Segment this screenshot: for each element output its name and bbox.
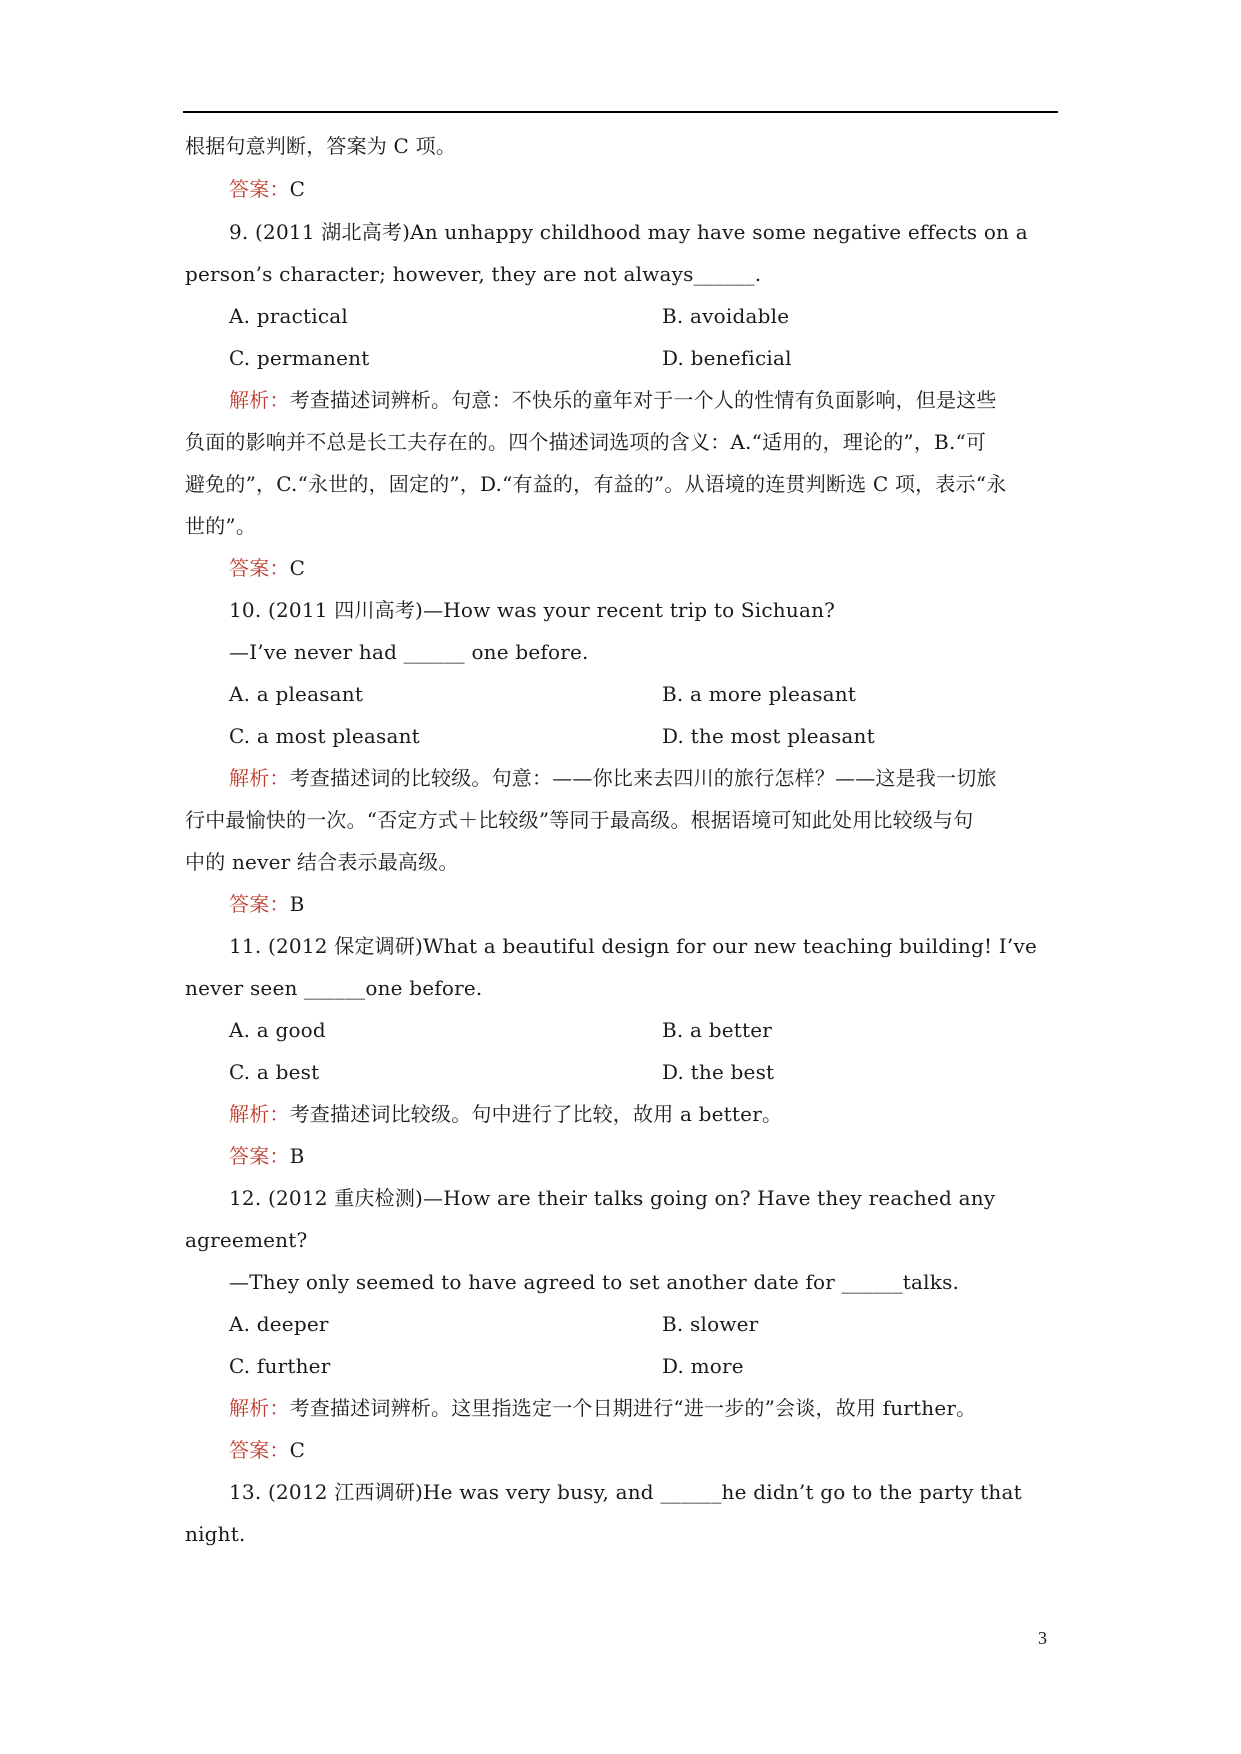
label-red: 答案： [229,177,290,201]
text-run: D. more [662,1354,744,1378]
text-line [662,304,789,328]
text-line [185,262,761,286]
text-line [229,1354,330,1378]
text-line [185,1522,246,1546]
text-run: D. the best [662,1060,775,1084]
text-run: B. slower [662,1312,759,1336]
text-run: 中的 never 结合表示最高级。 [185,850,459,874]
text-line [662,1312,758,1336]
text-run: 9. (2011 湖北高考)An unhappy childhood may have some negative effects on a [229,220,1028,244]
text-line [185,472,1006,496]
text-run: D. the most pleasant [662,724,875,748]
label-red: 解析： [229,1102,290,1126]
text-run: night. [185,1522,246,1546]
text-line [229,934,1037,958]
text-line [229,1060,319,1084]
text-run: 行中最愉快的一次。“否定方式＋比较级”等同于最高级。根据语境可知此处用比较级与句 [185,808,974,832]
text-run: person’s character; however, they are not always______. [185,262,762,286]
text-line [662,1060,774,1084]
page-number: 3 [1038,1628,1047,1648]
text-line [229,1018,326,1042]
text-run: agreement? [185,1228,308,1252]
text-line [229,220,1028,244]
text-run: C [289,177,306,201]
text-run: 13. (2012 江西调研)He was very busy, and ______he didn’t go to the party that [229,1480,1022,1504]
text-run: A. a pleasant [229,682,364,706]
text-run: D. beneficial [662,346,792,370]
text-line [229,1270,959,1294]
text-run: 避免的”，C.“永世的，固定的”，D.“有益的，有益的”。从语境的连贯判断选 C 项，表示“永 [185,472,1007,496]
text-line [229,346,369,370]
text-line [229,388,997,412]
text-line [229,304,348,328]
text-line [662,724,875,748]
text-run: B [289,892,305,916]
text-line [229,682,363,706]
text-run: B. a more pleasant [662,682,857,706]
label-red: 答案： [229,556,290,580]
text-line [229,1312,329,1336]
label-red: 解析： [229,766,290,790]
text-line [662,346,792,370]
text-run: B [289,1144,305,1168]
text-run: —They only seemed to have agreed to set another date for ______talks. [229,1270,960,1294]
text-run: A. a good [229,1018,326,1042]
text-line [185,430,986,454]
text-line [229,1438,305,1462]
text-line [229,598,835,622]
text-run: 10. (2011 四川高考)—How was your recent trip to Sichuan? [229,598,836,622]
text-run: —I’ve never had ______ one before. [229,640,589,664]
text-line [185,1228,307,1252]
text-run: B. a better [662,1018,773,1042]
text-line [229,766,997,790]
header-rule [183,111,1058,113]
text-run: C. permanent [229,346,370,370]
text-line [229,1186,995,1210]
text-run: B. avoidable [662,304,790,328]
text-run: 考查描述词的比较级。句意：——你比来去四川的旅行怎样？——这是我一切旅 [289,766,997,790]
text-line [185,514,256,538]
text-line [185,976,483,1000]
text-line [229,640,589,664]
text-run: C. a best [229,1060,320,1084]
text-run: 负面的影响并不总是长工夫存在的。四个描述词选项的含义：A.“适用的，理论的”，B.“可 [185,430,987,454]
text-run: C. a most pleasant [229,724,420,748]
text-line [229,177,305,201]
text-line [185,850,459,874]
label-red: 解析： [229,388,290,412]
label-red: 答案： [229,1438,290,1462]
text-run: 世的”。 [185,514,257,538]
text-run: 11. (2012 保定调研)What a beautiful design for our new teaching building! I’ve [229,934,1037,958]
text-line [662,682,856,706]
text-line [229,892,305,916]
text-line [229,724,420,748]
text-run: A. practical [229,304,349,328]
label-red: 解析： [229,1396,290,1420]
text-run: C. further [229,1354,331,1378]
text-line [229,1480,1022,1504]
text-run: C [289,556,306,580]
label-red: 答案： [229,1144,290,1168]
text-line [185,134,456,158]
text-line [662,1018,772,1042]
text-run: 根据句意判断，答案为 C 项。 [185,134,457,158]
text-line [229,1102,782,1126]
label-red: 答案： [229,892,290,916]
text-run: 12. (2012 重庆检测)—How are their talks going on? Have they reached any [229,1186,996,1210]
text-line [229,1396,976,1420]
text-run: C [289,1438,306,1462]
text-line [662,1354,744,1378]
text-run: A. deeper [229,1312,329,1336]
text-run: 考查描述词辨析。句意：不快乐的童年对于一个人的性情有负面影响，但是这些 [289,388,997,412]
text-run: never seen ______one before. [185,976,483,1000]
text-line [185,808,973,832]
text-line [229,556,305,580]
text-run: 考查描述词辨析。这里指选定一个日期进行“进一步的”会谈，故用 further。 [289,1396,977,1420]
text-run: 考查描述词比较级。句中进行了比较，故用 a better。 [289,1102,783,1126]
text-line [229,1144,305,1168]
